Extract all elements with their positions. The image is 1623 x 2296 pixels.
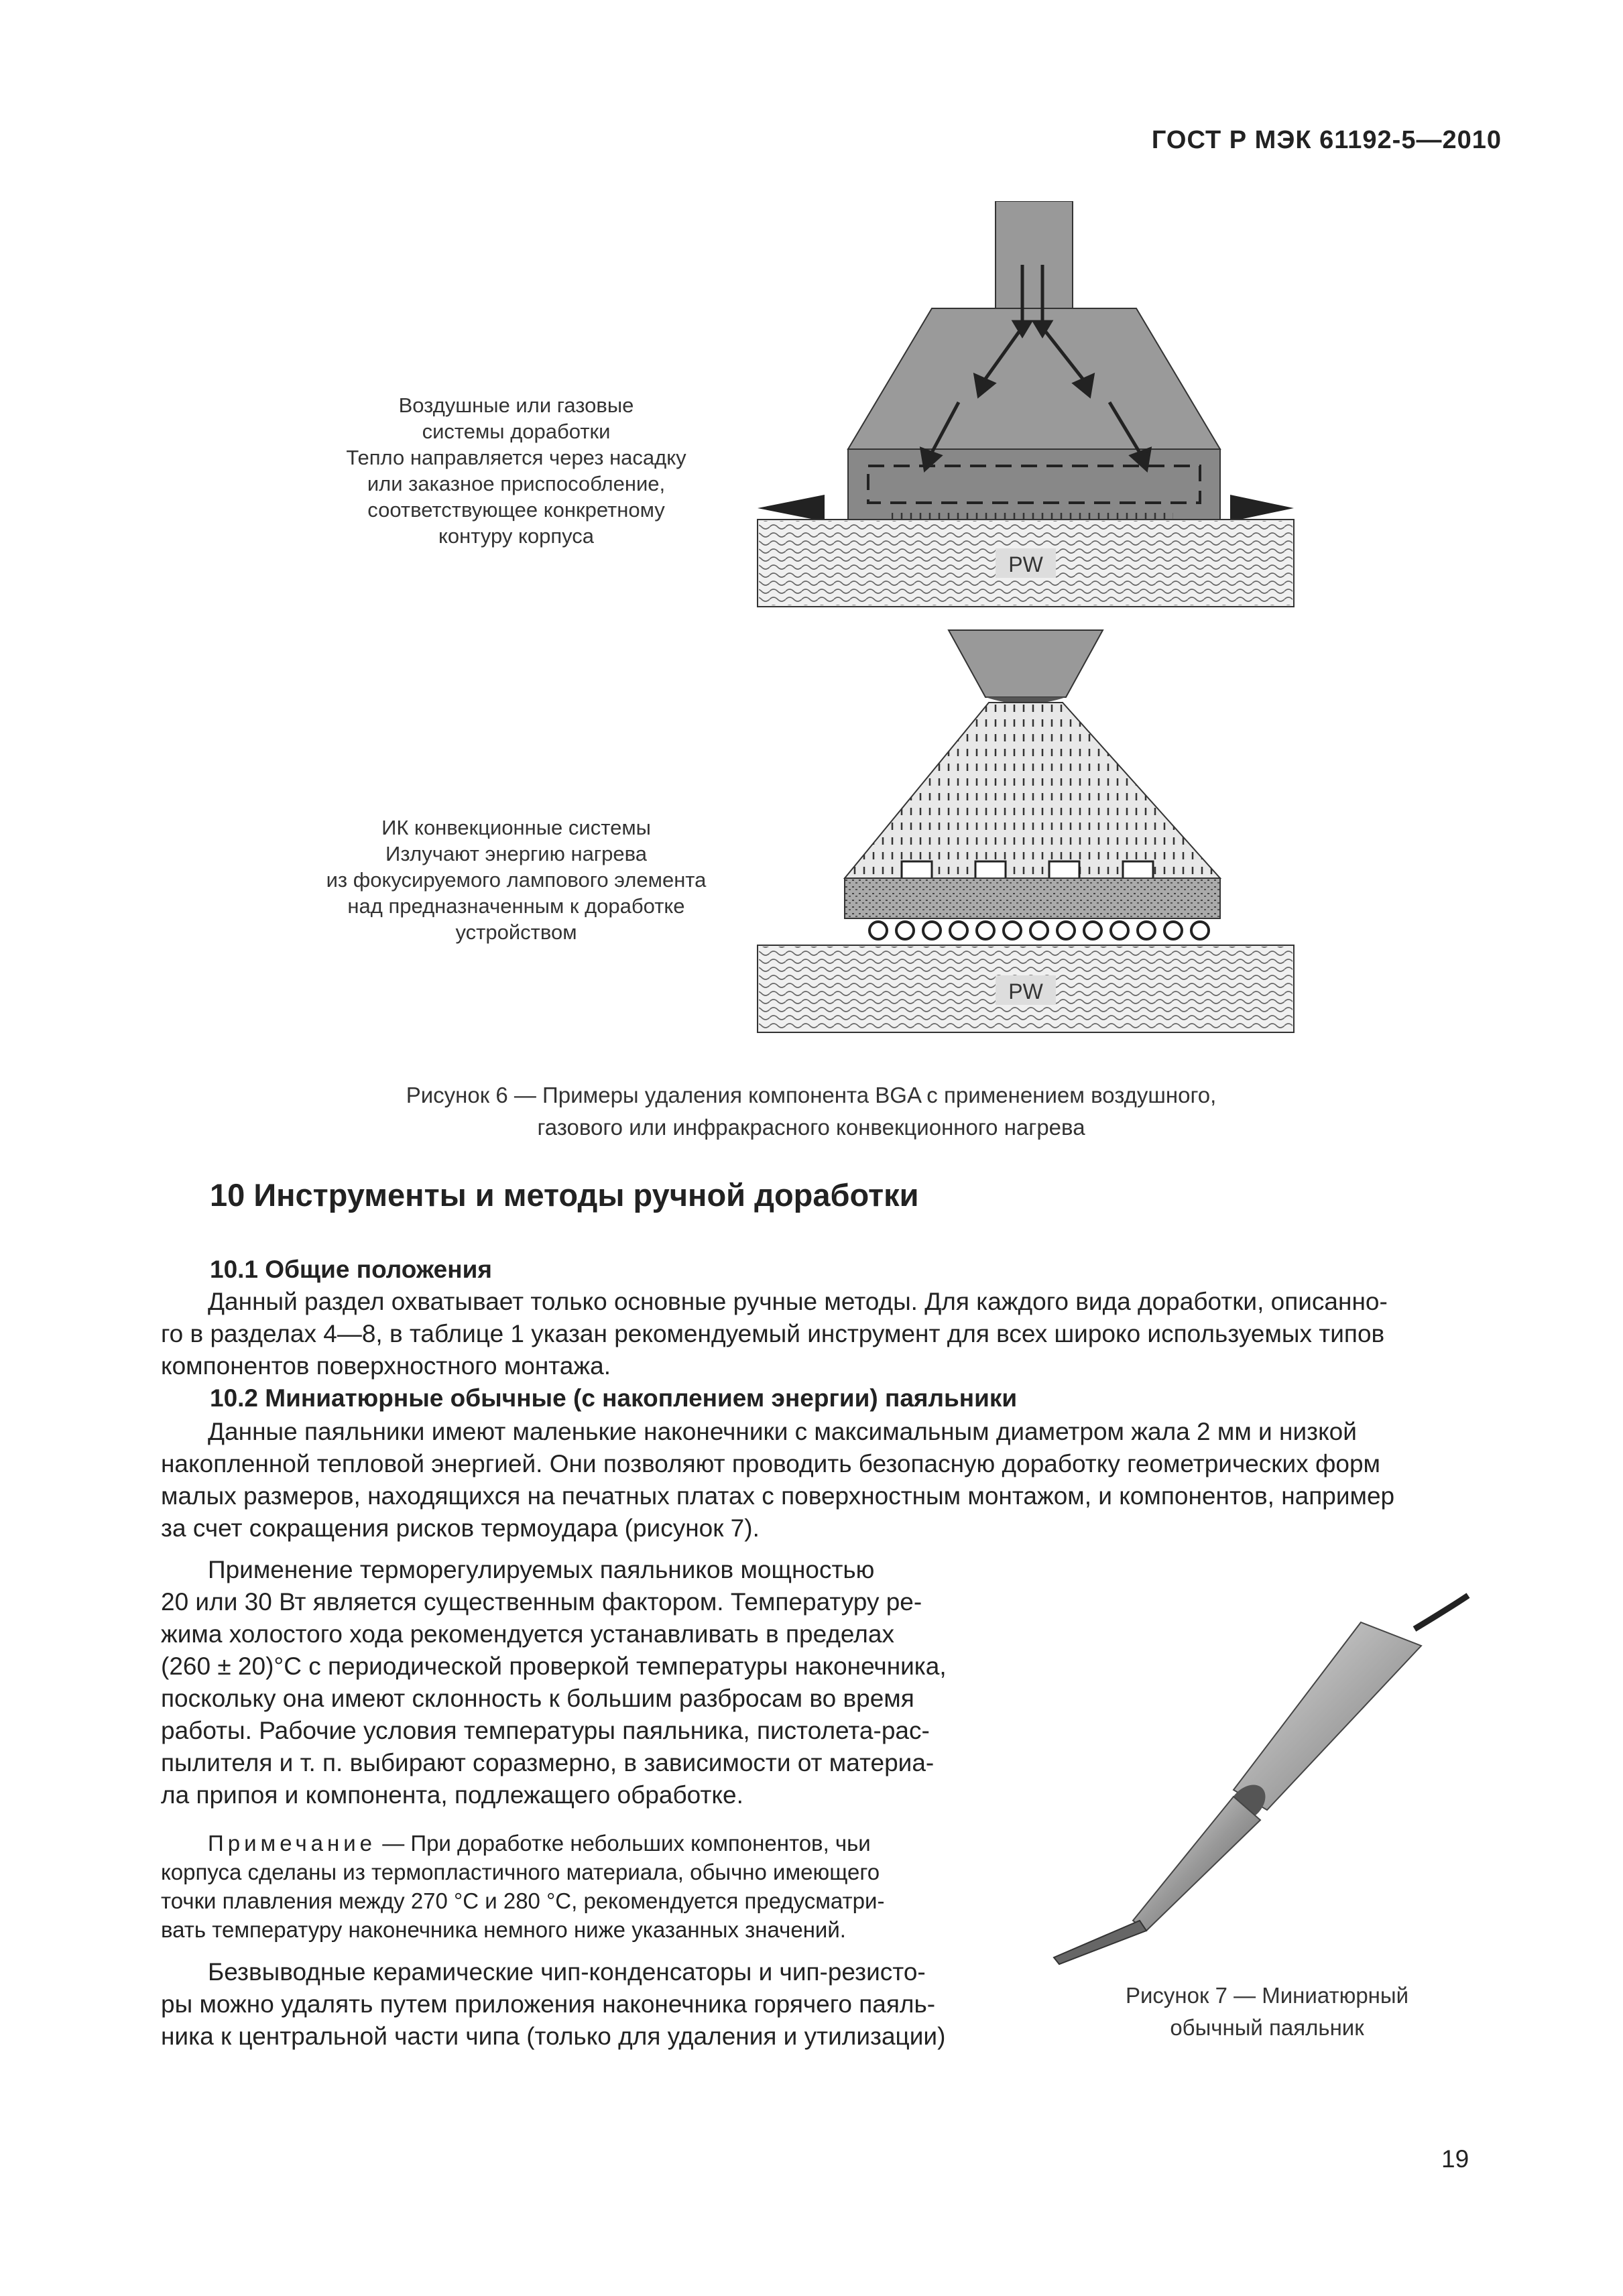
text-line: точки плавления между 270 °С и 280 °С, рекомендуется предусматри-: [161, 1888, 885, 1913]
label-line: устройством: [455, 920, 577, 944]
iron-cable: [1415, 1595, 1468, 1629]
label-line: Излучают энергию нагрева: [385, 842, 647, 865]
section-title: 10 Инструменты и методы ручной доработки: [210, 1177, 919, 1213]
nozzle-hood: [848, 308, 1220, 449]
text-line: Данный раздел охватывает только основные ручные методы. Для каждого вида доработки, описанно-: [208, 1288, 1388, 1315]
label-line: ИК конвекционные системы: [381, 816, 651, 839]
note-block: [161, 1829, 989, 1944]
left-column-text: [161, 1554, 989, 1811]
text-line: за счет сокращения рисков термоудара (рисунок 7).: [161, 1514, 760, 1542]
text-line: ника к центральной части чипа (только для удаления и утилизации): [161, 2022, 946, 2050]
text-line: компонентов поверхностного монтажа.: [161, 1352, 611, 1380]
iron-handle: [1234, 1622, 1421, 1810]
caption-line: обычный паяльник: [1170, 2015, 1364, 2040]
caption-line: Рисунок 6 — Примеры удаления компонента BGA с применением воздушного,: [406, 1083, 1217, 1107]
bga-solder-balls: [869, 922, 1209, 939]
arrow-right-icon: [1230, 495, 1294, 522]
fig6-bottom-label: [275, 814, 758, 945]
bga-package: [845, 878, 1220, 918]
last-paragraph: [161, 1956, 989, 2053]
figure-7-caption: [1053, 1980, 1482, 2044]
label-line: над предназначенным к доработке: [347, 894, 685, 918]
caption-line: газового или инфракрасного конвекционного нагрева: [537, 1115, 1085, 1140]
label-line: системы доработки: [422, 420, 611, 443]
label-line: Воздушные или газовые: [398, 394, 634, 417]
text-line: ла припоя и компонента, подлежащего обработке.: [161, 1781, 743, 1809]
label-line: контуру корпуса: [438, 524, 595, 548]
text-line: накопленной тепловой энергией. Они позволяют проводить безопасную доработку геометрических форм: [161, 1450, 1380, 1477]
arrow-left-icon: [758, 495, 825, 522]
label-line: соответствующее конкретному: [367, 498, 665, 522]
text-line: поскольку она имеют склонность к большим разбросам во время: [161, 1685, 914, 1712]
text-line: 20 или 30 Вт является существенным фактором. Температуру ре-: [161, 1588, 922, 1616]
pw-board-label-top: PW: [1008, 552, 1043, 577]
subsection-10-2-text: [161, 1416, 1468, 1545]
text-line: Данные паяльники имеют маленькие наконечники с максимальным диаметром жала 2 мм и низкой: [208, 1418, 1357, 1445]
soldering-iron-image: [1046, 1582, 1488, 1971]
note-label: Примечание: [208, 1831, 377, 1856]
text-line: работы. Рабочие условия температуры паяльника, пистолета-рас-: [161, 1717, 930, 1744]
air-inlet-pipe: [996, 201, 1073, 308]
ir-beam-pattern: [845, 703, 1220, 878]
iron-shaft: [1133, 1797, 1260, 1931]
text-line: Безвыводные керамические чип-конденсаторы и чип-резисто-: [208, 1958, 926, 1986]
subsection-10-2-title: 10.2 Миниатюрные обычные (с накоплением энергии) паяльники: [210, 1384, 1018, 1412]
text-line: корпуса сделаны из термопластичного материала, обычно имеющего: [161, 1860, 880, 1884]
label-line: из фокусируемого лампового элемента: [326, 868, 707, 892]
iron-tip: [1054, 1921, 1146, 1964]
document-header: ГОСТ Р МЭК 61192-5—2010: [1151, 126, 1502, 154]
component-top: [892, 511, 1173, 520]
text-line: вать температуру наконечника немного ниже указанных значений.: [161, 1917, 846, 1942]
subsection-10-1-title: 10.1 Общие положения: [210, 1256, 492, 1283]
text-line: пылителя и т. п. выбирают соразмерно, в зависимости от материа-: [161, 1749, 935, 1776]
text-line: малых размеров, находящихся на печатных платах с поверхностным монтажом, и компонентов, например: [161, 1482, 1395, 1510]
text-line: Применение терморегулируемых паяльников мощностью: [208, 1556, 875, 1583]
caption-line: Рисунок 7 — Миниатюрный: [1125, 1983, 1409, 2008]
text-line: ры можно удалять путем приложения наконечника горячего паяль-: [161, 1990, 936, 2018]
pw-board-label-bottom: PW: [1008, 979, 1043, 1004]
fig6-top-label: [288, 392, 744, 549]
label-line: или заказное приспособление,: [367, 472, 666, 495]
text-line: жима холостого хода рекомендуется устанавливать в пределах: [161, 1620, 894, 1648]
page-number: 19: [1441, 2145, 1469, 2173]
bga-removal-diagram: [737, 201, 1314, 1073]
figure-6-caption: [268, 1079, 1354, 1144]
text-line: (260 ± 20)°С с периодической проверкой температуры наконечника,: [161, 1652, 947, 1680]
nozzle-lip: [848, 449, 1220, 520]
text-line: го в разделах 4—8, в таблице 1 указан рекомендуемый инструмент для всех широко используемых типов: [161, 1320, 1385, 1347]
text-line: — При доработке небольших компонентов, чьи: [382, 1831, 871, 1856]
label-line: Тепло направляется через насадку: [346, 446, 686, 469]
ir-lamp-reflector: [949, 630, 1103, 697]
subsection-10-1-text: [161, 1286, 1468, 1382]
